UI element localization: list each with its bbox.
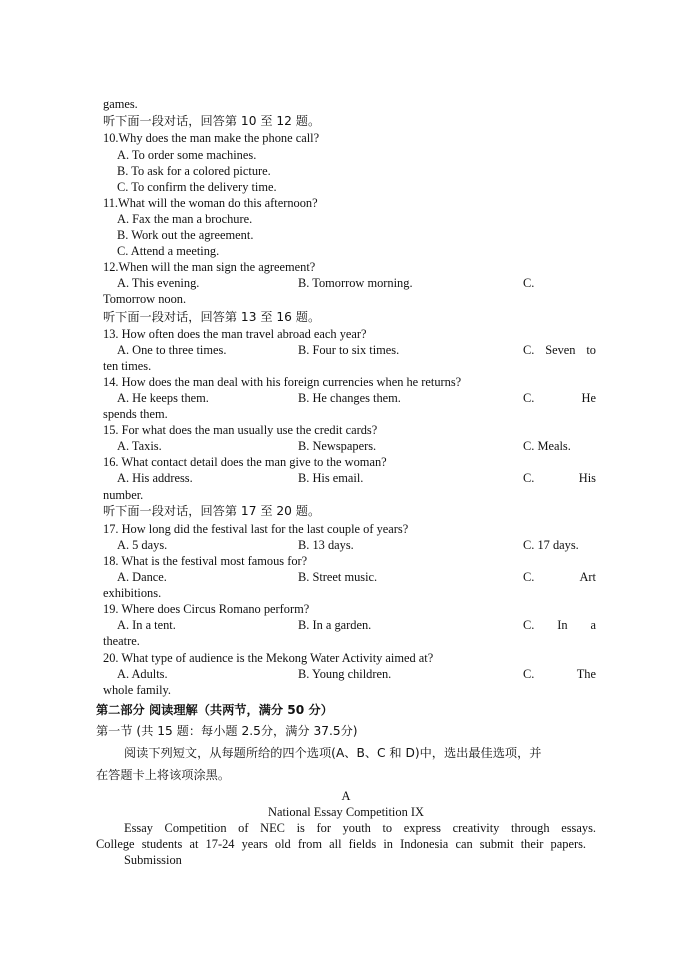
q14-c-label: C. (523, 391, 535, 405)
q16-option-a: A. His address. (117, 471, 193, 485)
q15-option-c: C. Meals. (523, 439, 571, 453)
q19-option-c-line1 (523, 617, 596, 633)
q13-c-label: C. (523, 343, 535, 357)
q11-option-b: B. Work out the agreement. (117, 228, 254, 242)
q19-c-label: C. (523, 618, 535, 632)
q10-option-c: C. To confirm the delivery time. (117, 180, 277, 194)
q13-option-c-line2: ten times. (103, 359, 152, 373)
q20-c-word1: The (576, 667, 596, 681)
text-fragment: games. (103, 97, 138, 111)
q18-option-b: B. Street music. (298, 570, 378, 584)
q13-option-b: B. Four to six times. (298, 343, 400, 357)
q10-option-a: A. To order some machines. (117, 148, 257, 162)
question-13: 13. How often does the man travel abroad each year? (103, 327, 367, 341)
q20-option-c-line2: whole family. (103, 683, 172, 697)
q14-option-a: A. He keeps them. (117, 391, 209, 405)
passage-title: National Essay Competition IX (268, 805, 424, 819)
q19-c-word2: a (590, 618, 596, 632)
question-18: 18. What is the festival most famous for? (103, 554, 308, 568)
section-instruction: 听下面一段对话，回答第 13 至 16 题。 (103, 310, 321, 324)
passage-subheading: Submission (124, 853, 182, 867)
q20-option-a: A. Adults. (117, 667, 168, 681)
q18-c-label: C. (523, 570, 535, 584)
passage-letter: A (341, 789, 351, 803)
q20-option-b: B. Young children. (298, 667, 392, 681)
q13-c-word1: Seven (545, 343, 576, 357)
q19-option-b: B. In a garden. (298, 618, 372, 632)
q15-option-b: B. Newspapers. (298, 439, 377, 453)
q14-option-b: B. He changes them. (298, 391, 401, 405)
q16-option-c-line1 (523, 470, 596, 486)
passage-line-2: College students at 17-24 years old from all fields in Indonesia can submit their papers. (96, 837, 586, 851)
q18-option-c-line2: exhibitions. (103, 586, 162, 600)
q18-option-c-line1 (523, 569, 596, 585)
question-20: 20. What type of audience is the Mekong Water Activity aimed at? (103, 651, 434, 665)
q14-option-c-line2: spends them. (103, 407, 168, 421)
q14-c-word1: He (581, 391, 596, 405)
question-11: 11.What will the woman do this afternoon? (103, 196, 318, 210)
q12-option-c-label: C. (523, 276, 535, 290)
question-17: 17. How long did the festival last for the last couple of years? (103, 522, 409, 536)
section-instruction: 听下面一段对话，回答第 10 至 12 题。 (103, 114, 321, 128)
q17-option-a: A. 5 days. (117, 538, 168, 552)
q16-c-label: C. (523, 471, 535, 485)
question-19: 19. Where does Circus Romano perform? (103, 602, 310, 616)
q10-option-b: B. To ask for a colored picture. (117, 164, 271, 178)
q13-option-c-line1 (523, 342, 596, 358)
q12-option-c-text: Tomorrow noon. (103, 292, 187, 306)
passage-line-1: Essay Competition of NEC is for youth to express creativity through essays. (124, 821, 596, 835)
section-heading: 第一节 (共 15 题：每小题 2.5分，满分 37.5分) (96, 724, 358, 738)
q18-c-word1: Art (579, 570, 596, 584)
part-heading: 第二部分 阅读理解（共两节，满分 50 分） (96, 703, 333, 717)
q20-c-label: C. (523, 667, 535, 681)
q19-option-c-line2: theatre. (103, 634, 140, 648)
q18-option-a: A. Dance. (117, 570, 167, 584)
q11-option-c: C. Attend a meeting. (117, 244, 220, 258)
q15-option-a: A. Taxis. (117, 439, 162, 453)
q16-c-word1: His (578, 471, 596, 485)
q16-option-c-line2: number. (103, 488, 144, 502)
q19-option-a: A. In a tent. (117, 618, 176, 632)
q11-option-a: A. Fax the man a brochure. (117, 212, 253, 226)
reading-instruction-line2: 在答题卡上将该项涂黑。 (96, 768, 231, 782)
q12-option-b: B. Tomorrow morning. (298, 276, 413, 290)
q17-option-b: B. 13 days. (298, 538, 354, 552)
q13-option-a: A. One to three times. (117, 343, 227, 357)
section-instruction: 听下面一段对话，回答第 17 至 20 题。 (103, 504, 321, 518)
question-12: 12.When will the man sign the agreement? (103, 260, 316, 274)
q12-option-a: A. This evening. (117, 276, 200, 290)
q16-option-b: B. His email. (298, 471, 364, 485)
question-16: 16. What contact detail does the man give to the woman? (103, 455, 387, 469)
reading-instruction-line1: 阅读下列短文，从每题所给的四个选项(A、B、C 和 D)中，选出最佳选项，并 (124, 746, 542, 760)
question-15: 15. For what does the man usually use the credit cards? (103, 423, 378, 437)
question-14: 14. How does the man deal with his foreign currencies when he returns? (103, 375, 462, 389)
q14-option-c-line1 (523, 390, 596, 406)
q20-option-c-line1 (523, 666, 596, 682)
q17-option-c: C. 17 days. (523, 538, 579, 552)
q13-c-word2: to (586, 343, 596, 357)
question-10: 10.Why does the man make the phone call? (103, 131, 320, 145)
q19-c-word1: In (557, 618, 568, 632)
